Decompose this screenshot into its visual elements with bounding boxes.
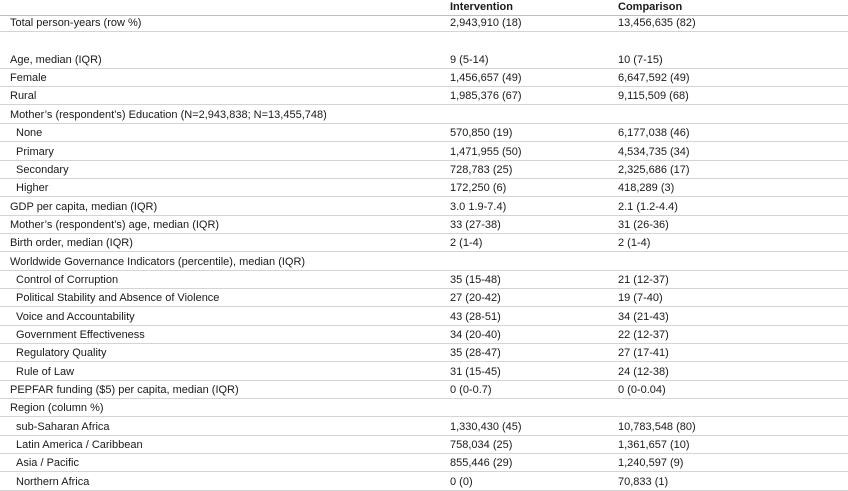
row-label: Higher	[16, 182, 49, 195]
row-label: Asia / Pacific	[16, 457, 79, 470]
comparison-value: 70,833 (1)	[618, 475, 669, 488]
table-row	[0, 383, 848, 399]
intervention-value: 1,456,657 (49)	[450, 72, 522, 85]
comparison-value: 4,534,735 (34)	[618, 145, 690, 158]
comparison-value: 9,115,509 (68)	[618, 90, 689, 103]
row-label: Latin America / Caribbean	[16, 439, 143, 452]
table-row	[0, 89, 848, 105]
comparison-value: 22 (12-37)	[618, 329, 669, 341]
intervention-value: 43 (28-51)	[450, 310, 501, 323]
intervention-value: 0 (0)	[450, 475, 473, 488]
table-row	[0, 401, 848, 417]
row-label: Rural	[10, 90, 37, 103]
row-label: Primary	[16, 145, 54, 158]
comparison-value: 1,361,657 (10)	[618, 439, 690, 452]
table-row	[0, 346, 848, 362]
table-row	[0, 236, 848, 252]
table-row	[0, 255, 848, 271]
table-row	[0, 475, 848, 491]
intervention-value: 3.0 1.9-7.4)	[450, 200, 507, 213]
table-row	[0, 365, 848, 381]
intervention-value: 35 (28-47)	[450, 347, 501, 360]
comparison-value: 0 (0-0.04)	[618, 384, 666, 396]
intervention-value: 34 (20-40)	[450, 329, 501, 341]
row-label: Rule of Law	[16, 365, 75, 378]
row-label: Mother’s (respondent’s) Education (N=2,943,838; N=13,455,748)	[10, 108, 327, 121]
table-row	[0, 145, 848, 161]
row-label: Secondary	[16, 163, 69, 176]
comparison-value: 418,289 (3)	[618, 182, 675, 195]
intervention-value: 9 (5-14)	[450, 53, 489, 66]
intervention-value: 1,471,955 (50)	[450, 145, 522, 158]
table-row	[0, 456, 848, 472]
table-row	[0, 34, 848, 50]
intervention-value: 2,943,910 (18)	[450, 17, 522, 29]
row-label: Mother’s (respondent’s) age, median (IQR)	[10, 218, 220, 231]
intervention-value: 570,850 (19)	[450, 127, 513, 140]
comparison-value: 6,177,038 (46)	[618, 127, 690, 140]
row-label: PEPFAR funding ($5) per capita, median (IQR)	[10, 384, 239, 396]
row-label: Region (column %)	[10, 402, 104, 415]
row-label: Worldwide Governance Indicators (percentile), median (IQR)	[10, 255, 306, 268]
comparison-value: 6,647,592 (49)	[618, 72, 690, 85]
intervention-value: 27 (20-42)	[450, 292, 501, 305]
intervention-value: 31 (15-45)	[450, 365, 501, 378]
table-row	[0, 108, 848, 124]
row-label: Northern Africa	[16, 475, 90, 488]
row-label: Total person-years (row %)	[10, 17, 142, 29]
table-row	[0, 200, 848, 216]
table-row	[0, 291, 848, 307]
comparison-value: 24 (12-38)	[618, 365, 669, 378]
table-row	[0, 163, 848, 179]
intervention-value: 1,985,376 (67)	[450, 90, 522, 103]
comparison-value: 19 (7-40)	[618, 292, 663, 305]
row-label: Political Stability and Absence of Violence	[16, 292, 220, 305]
header-comparison: Comparison	[618, 1, 683, 13]
comparison-value: 2,325,686 (17)	[618, 163, 690, 176]
table-row	[0, 181, 848, 197]
row-label: Voice and Accountability	[16, 310, 135, 323]
row-label: Female	[10, 72, 47, 85]
table-header-row	[0, 0, 848, 16]
comparison-value: 31 (26-36)	[618, 218, 669, 231]
comparison-value: 10 (7-15)	[618, 53, 663, 66]
row-label: Control of Corruption	[16, 273, 119, 286]
row-label: Regulatory Quality	[16, 347, 107, 360]
intervention-value: 758,034 (25)	[450, 439, 513, 452]
row-label: Birth order, median (IQR)	[10, 237, 133, 250]
comparison-value: 10,783,548 (80)	[618, 420, 696, 433]
intervention-value: 172,250 (6)	[450, 182, 507, 195]
comparison-value: 2.1 (1.2-4.4)	[618, 200, 678, 213]
table-row	[0, 16, 848, 32]
intervention-value: 35 (15-48)	[450, 273, 501, 286]
table-row	[0, 218, 848, 234]
intervention-value: 0 (0-0.7)	[450, 384, 492, 396]
table-row	[0, 71, 848, 87]
table-row	[0, 420, 848, 436]
table-row	[0, 273, 848, 289]
table-row	[0, 53, 848, 69]
comparison-value: 27 (17-41)	[618, 347, 669, 360]
row-label: GDP per capita, median (IQR)	[10, 200, 158, 213]
comparison-value: 1,240,597 (9)	[618, 457, 684, 470]
intervention-value: 855,446 (29)	[450, 457, 513, 470]
comparison-value: 34 (21-43)	[618, 310, 669, 323]
table-row	[0, 328, 848, 344]
comparison-value: 21 (12-37)	[618, 273, 669, 286]
intervention-value: 2 (1-4)	[450, 237, 483, 250]
table-row	[0, 310, 848, 326]
comparison-value: 13,456,635 (82)	[618, 17, 696, 29]
header-intervention: Intervention	[450, 1, 513, 13]
intervention-value: 728,783 (25)	[450, 163, 513, 176]
table-row	[0, 438, 848, 454]
intervention-value: 33 (27-38)	[450, 218, 501, 231]
row-label: Age, median (IQR)	[10, 53, 102, 66]
row-label: Government Effectiveness	[16, 329, 145, 341]
table-row	[0, 126, 848, 142]
row-label: None	[16, 127, 43, 140]
row-label: sub-Saharan Africa	[16, 420, 110, 433]
intervention-value: 1,330,430 (45)	[450, 420, 522, 433]
comparison-value: 2 (1-4)	[618, 237, 651, 250]
